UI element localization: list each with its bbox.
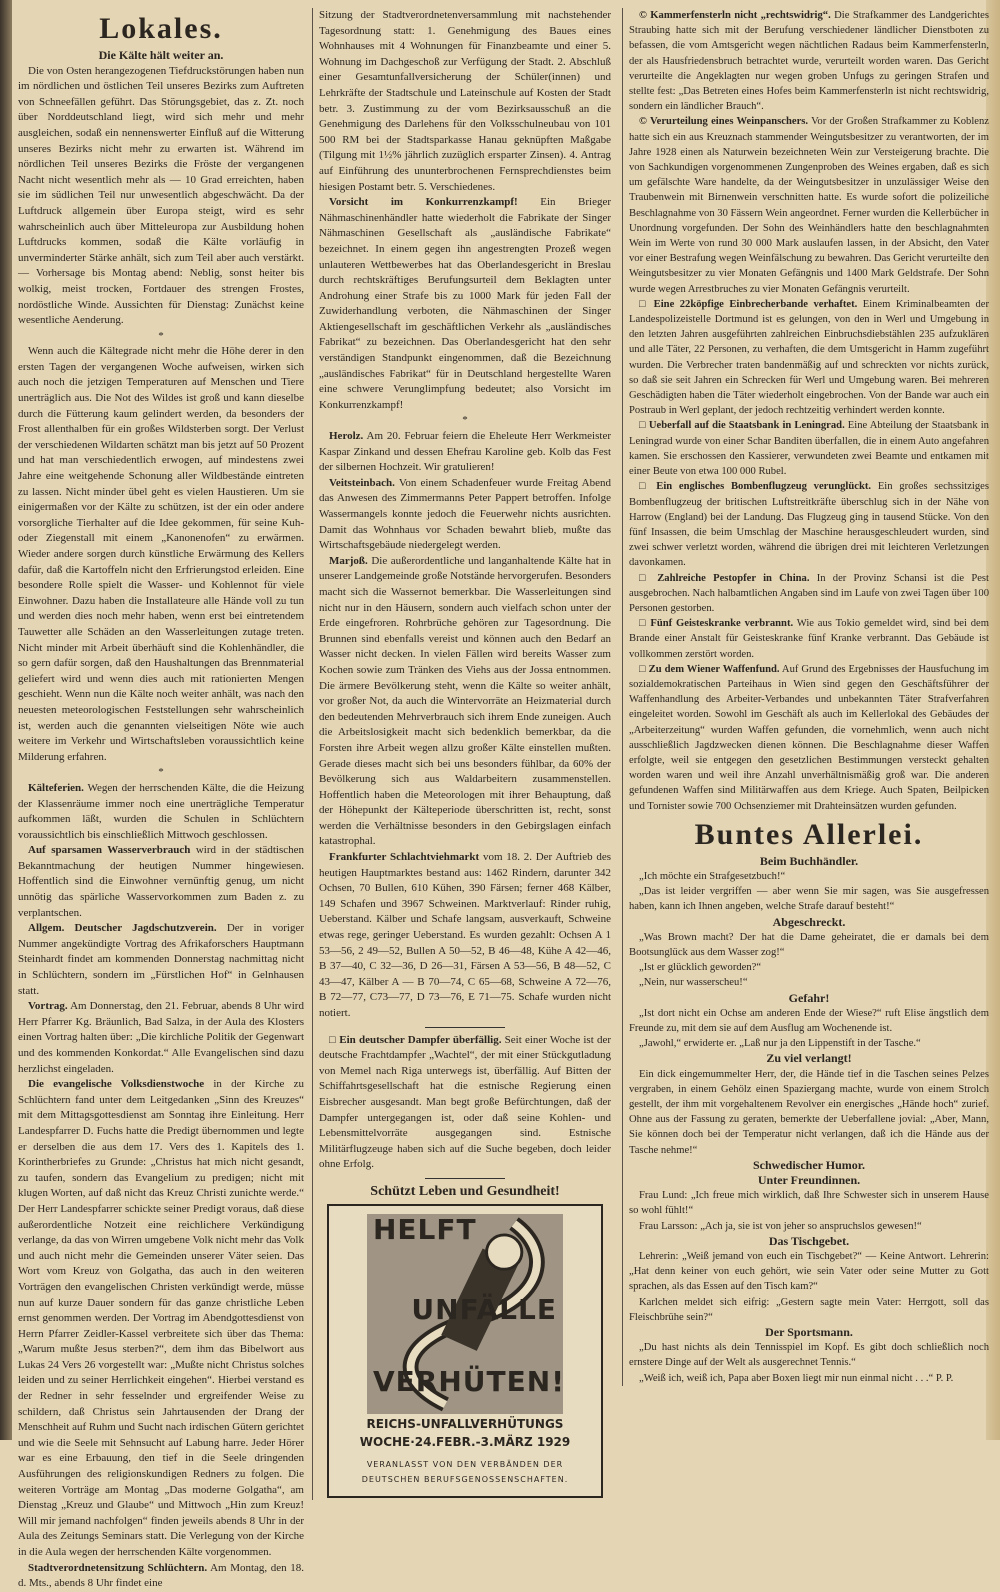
article-lead: □ Fünf Geisteskranke verbrannt. [639,618,794,630]
article-paragraph [319,476,611,554]
article-lead: □ Ein englisches Bombenflugzeug verunglückt. [639,481,872,493]
article-heading: Unter Freundinnen. [757,1173,861,1188]
article-lead: © Verurteilung eines Weinpanschers. [639,116,809,128]
article-heading: Beim Buchhändler. [759,853,859,868]
article-heading: Die Kälte hält weiter an. [98,48,224,62]
article-text: „Du hast nichts als dein Tennisspiel im Kopf. Es gibt doch schließlich noch ernstere Dinge auf der Welt als ausgerechnet Tennis.“ [629,1342,989,1369]
article-text: „Jawohl,“ erwiderte er. „Laß nur ja den Lippenstift in der Tasche.“ [639,1038,921,1050]
article-paragraph [629,1340,989,1370]
article-paragraph [18,1561,304,1592]
article-lead: Marjoß. [329,554,368,567]
column-3 [622,8,989,1386]
article-paragraph [18,1077,304,1560]
poster-word-helft: HELFT [373,1212,477,1246]
article-paragraph [629,1006,989,1036]
article-text: Vor der Großen Strafkammer zu Koblenz hatte sich ein aus Kreuznach stammender Weingutsbesitzer zu verantworten, der im Jahre 1928 einen als Naturwein bezeichneten Wein zur Versteigerung brachte. Die von Sachkundigen vorgenommenen Zungenproben des Weines ergaben, daß es sich um gefälschte Ware handelte, da der Weingutsbesitzer in unzulässiger Weise den Traubenwein mit Birnenwein verschnitten hatte. Es wurde sofort die polizeiliche Beschlagnahme von 30 Fässern Wein angeordnet. Ferner wurden die Kellerbücher in Unordnung vorgefunden. Der Sohn des Weinhändlers hatte den beschlagnahmten Wein im Werte von rund 30 000 Mark auslaufen lassen, in der Absicht, den Vater vor einer Bestrafung wegen Weinfälschung zu bewahren. Das Gericht verurteilte den Weingutsbesitzer zu vier Monaten Gefängnis und 1400 Mark Geldstrafe. Der Sohn wurde wegen Arrestbruches zu vier Monaten Gefängnis verurteilt. [629,116,989,295]
article-text: Eine Abteilung der Staatsbank in Leningrad wurde von einer Schar Banditen überfallen, die in einem Auto angefahren kamen. Sie erschossen den Kassierer, verwundeten zwei Beamte und entkamen mit einer Beute von etwa 100 000 Rubel. [629,420,989,478]
article-lead: Die evangelische Volksdienstwoche [28,1078,205,1091]
article-paragraph [629,1371,989,1386]
article-paragraph [18,344,304,765]
article-text: Ein Brieger Nähmaschinenhändler hatte wiederholt die Fabrikate der Singer Nähmaschinen Gesellschaft als „ausländische Fabrikate“ bezeichnet. In einem gegen ihn angestrengten Prozeß wegen unlauteren Wettbewerbes hat das Oberlandesgericht in Breslau durch rechtskräftiges Berufungsurteil dem Beklagten unter Androhung einer Strafe bis zu 1000 Mark für jeden Fall der Zuwiderhandlung verboten, die Nähmaschinen der Singer Aktiengesellschaft im geschäftlichen Verkehr als „ausländisches Fabrikat“ zu bezeichnen. Das Oberlandesgericht hat den sehr verständigen Standpunkt eingenommen, daß die Bezeichnung „ausländisches Fabrikat“ für in Deutschland hergestellte Waren eine schwere Verunglimpfung bedeutet; also Vorsicht im Konkurrenzkampf! [319,196,612,411]
article-text: In der Provinz Schansi ist die Pest ausgebrochen. Nach halbamtlichen Angaben sind im Laufe von zwei Tagen über 100 Personen gestorben. [629,572,989,614]
article-text: in der Kirche zu Schlüchtern fand unter dem Leitgedanken „Sinn des Kreuzes“ mit dem Mittagsgottesdienst am Sonntag ihre Einleitung. Herr Landespfarrer D. Fuchs hatte die Predigt übernommen und legte er derselben die aus dem 17. Vers des 1. Kapitels des 1. Korintherbriefes zu Grunde: „Christus hat mich nicht gesandt, zu taufen, sondern das Evangelium zu predigen; nicht mit klugen Worten, auf daß nicht das Kreuz Christi zunichte werde.“ Der Herr Landespfarrer schickte seiner Predigt voraus, daß diese außerordentliche Notzeit eine reichlichere Verkündigung verlange, da das von Wirren umgebene Volk nicht mehr das Volk und auch nicht mehr die Gemeinden unserer Väter seien. Das Wort vom Kreuz von Golgatha, das auch in den weiteren Vorträgen den evangelischen Christen verkündigt werde, müsse nun auf kurze Dauer sondern für das ganze christliche Leben ernst genommen werden. Der Vortrag im Abendgottesdienst von Herrn Pfarrer Zeidler-Kassel verbreitete sich über das Thema: „Warum mußte Jesus sterben?“, dem ihm das Bibelwort aus Lukas 24 Vers 26 vorgestellt war: „Mußte nicht Christus solches leiden und zu seiner Herrlichkeit eingehen“. Hierbei verstand es der Redner in sehr fesselnder und ergreifender Weise zu schildern, daß Christus sein Jahrtausenden der Drang der Menschheit auf Ruhm und Sucht nach irdischen Gütern gerichtet und wie die Seele mit Sehnsucht auf Labung harre. Jeder Hörer war es eine Erbauung, den tief in die Seele dringenden Ausführungen des religionskundigen Redners zu folgen. Die weiteren Vorträge am Montag „Das moderne Golgatha“, am Dienstag „Kreuz und Glaube“ und Mittwoch „Hin zum Kreuz! Will mir jemand nachfolgen“ finden jeweils abends 8 Uhr in der Aula des Zeitungs Seminars statt. Die Verlegung von der Kirche in die Aula wegen der herrschenden Kälte vorgenommen. [18,1078,304,1558]
article-paragraph [319,1033,611,1173]
article-paragraph [18,999,304,1077]
article-text: Die Strafkammer des Landgerichtes Straubing hatte sich mit der Berufung verschiedener ländlicher Dienstboten zu befassen, die vom Amtsgericht wegen nächtlichen Radaus beim Kammerfensterln, der als Hausfriedensbruch betrachtet wurde, verurteilt worden waren. Das Gericht verurteilte die Angeklagten nur wegen groben Unfugs zu geringen Strafen und stellte fest: „Das Betreten eines Hofes beim Kammerfensterln ist nicht rechtswidrig, sondern ein ländlicher Brauch“. [629,10,990,113]
article-lead: □ Ueberfall auf die Staatsbank in Leningrad. [639,420,845,432]
article-lead: © Kammerfensterln nicht „rechtswidrig“. [639,10,831,21]
article-text: Von einem Schadenfeuer wurde Freitag Abend das Anwesen des Zimmermanns Peter Pappert betroffen. Infolge Wassermangels konnte jedoch die Feuerwehr nichts ausrichten. Damit das Wohnhaus vor Schaden bewahrt blieb, mußte das Wirtschaftsgebäude niedergelegt werden. [319,476,611,552]
article-paragraph [18,781,304,843]
article-lead: □ Ein deutscher Dampfer überfällig. [329,1033,502,1046]
ad-poster-frame [327,1204,603,1498]
article-paragraph [629,884,989,914]
article-text: Ein dick eingemummelter Herr, der, die Hände tief in die Taschen seines Pelzes vergraben, in einem Gehölz einen Spaziergang machte, wurde von einem Strolch gestellt, der ihm mit vorgehaltenem Revolver ein energisches „Hände hoch“ zurief. Ohne aus der Fassung zu geraten, bemerkte der Ueberfallene jovial: „Aber, Mann, Sie können doch bei der Temperatur nicht verlangen, daß ich die Hände aus der Tasche nehme!“ [629,1068,989,1156]
article-text: Wegen der herrschenden Kälte, die die Heizung der Klassenräume immer noch eine unerträgliche Temperatur aufkommen läßt, wurden die Schulen in Schlüchtern voraussichtlich bis einschließlich Mittwoch geschlossen. [18,781,304,841]
article-paragraph [629,975,989,990]
article-paragraph [319,429,611,476]
article-lead: Veitsteinbach. [329,476,395,489]
article-text: Auf Grund des Ergebnisses der Hausfuchung im sozialdemokratischen Parteihaus in Wien sind gegen den Geschäftsführer der Waffenhandlung des Arbeiter-Verbandes und unbekannten Täter Strafverfahren eingeleitet worden. Sowohl im Geschäft als auch im Kellerlokal des Gebäudes der „Arbeiterzeitung“ wurden Waffen gefunden, die vornehmlich, wenn auch nicht ausschließlich Jagdzwecken dienen können. Die Beschlagnahme dieser Waffen erfolgte, weil sie entgegen den gesetzlichen Bestimmungen versteckt gehalten worden waren und weil ihre Anzahl unverhältnismäßig groß war. Die anderen gefundenen Waffen sind Militärwaffen aus dem Kriege. Auch Spaten, Beilpicken und Tornister sowie 700 Ochsenziemer mit Drahteinsätzen wurden gefunden. [629,663,989,812]
article-paragraph [629,960,989,975]
article-text: Wenn auch die Kältegrade nicht mehr die Höhe derer in den ersten Tagen der vergangenen Woche aufweisen, wirken sich auch noch die jetzigen Temperaturen auf Menschen und Tiere unerträglich aus. Die Not des Wildes ist groß und kann dieselbe durch die Fütterung kaum gelindert werden, da besonders der Frost allenthalben für ein großes Wildsterben sorgt. Der Verlust der verschiedenen Wildarten schätzt man bis jetzt auf 50 Prozent und hat man verschiedentlich erwogen, auf mindestens zwei Jahre eine weitgehende Schonung aller Wildbestände eintreten zu lassen. Nicht minder übel geht es vielen Haustieren. Um sie einigermaßen vor der Kälte zu schützen, ist der ein oder andere vorsorgliche Tierhalter auf die Idee gekommen, für seine Kuh- oder Ziegenstall mit einem „Kanonenofen“ zu erwärmen. Wieder andere sorgen durch künstliche Erwärmung des Kellers dafür, daß die Kartoffeln nicht den Erfrierungstod erleiden. Eine besondere Rolle spielt die Wasser- und Kohlennot für viele Einwohner. Dazu haben die Installateure alle Hände voll zu tun und werden dies noch mehr haben, wenn erst bei eintretendem Tauwetter alle Schäden an den Wasserleitungen zutage treten. Nicht minder mit Arbeit überhäuft sind die Kohlenhändler, die so gern dafür sorgen, daß den Haushaltungen das Brennmaterial geliefert wird und wenn dies auch mit rationierten Mengen geschieht. Wenn nun die Kälte noch weiter anhält, was nach den neuesten meteorologischen Feststellungen sehr wahrscheinlich ist, werden auch die genannten vielseitigen Nöte wie auch weitere im Verkehr und Wirtschaftsleben voraussichtlich keine Milderung erfahren. [18,345,304,763]
page-binding-edge [0,0,12,1440]
column-1 [18,8,304,1592]
article-text: Am Donnerstag, den 21. Februar, abends 8 Uhr wird Herr Pfarrer Kg. Bräunlich, Bad Salza, in der Aula des Klosters einen Vortrag halten über: „Die kirchliche Politik der Gegenwart und des kommenden Konkordat.“ Alle Evangelischen sind dazu herzlichst eingeladen. [18,1000,304,1075]
article-paragraph [629,1067,989,1158]
separator-asterisk: * [158,329,164,342]
separator-asterisk: * [462,414,468,427]
article-heading: Gefahr! [788,990,830,1005]
article-paragraph [629,869,989,884]
article-heading: Das Tischgebet. [768,1233,850,1248]
article-text: vom 18. 2. Der Auftrieb des heutigen Hauptmarktes bestand aus: 1462 Rindern, darunter 342 Ochsen, 70 Bullen, 610 Kühen, 390 Färsen; ferner 468 Kälber, 149 Schafen und 3967 Schweinen. Marktverlauf: Rinder ruhig, Ueberstand. Kälber und Schafe langsam, ausverkauft, Schweine etwas rege, geringer Ueberstand. Es wurden gezahlt: Ochsen A 1 53—56, 2 49—52, Bullen A 50—52, B 46—48, Kühe A 42—46, B 37—40, C 32—36, D 26—31, Färsen A 53—56, B 48—52, C 43—47, Kälber A — B 70—74, C 65—68, Schweine A 72—76, B 72—77, C73—77, D 73—76, E 71—75. Schafe wurden nicht notiert. [319,851,611,1019]
article-text: „Weiß ich, weiß ich, Papa aber Boxen liegt mir nun einmal nicht . . .“ P. P. [639,1372,954,1384]
column-2 [312,8,611,1500]
article-paragraph [629,662,989,814]
article-lead: Frankfurter Schlachtviehmarkt [329,851,480,864]
article-text: Frau Lund: „Ich freue mich wirklich, daß Ihre Schwester sich in unserem Hause so wohl fühlt!“ [629,1190,989,1217]
article-text: „Nein, nur wasserscheu!“ [639,977,748,989]
article-text: „Ich möchte ein Strafgesetzbuch!“ [639,870,786,882]
poster-word-unfaelle: UNFÄLLE [411,1292,557,1326]
article-lead: Stadtverordnetensitzung Schlüchtern. [28,1561,208,1574]
article-lead: □ Zahlreiche Pestopfer in China. [639,572,810,584]
article-text: Am 20. Februar feiern die Eheleute Herr Werkmeister Kaspar Zinkand und dessen Ehefrau Karoline geb. Kolb das Fest der silbernen Hochzeit. Wir gratulieren! [319,430,611,474]
section-title: Lokales. [99,12,223,45]
article-lead: □ Eine 22köpfige Einbrecherbande verhaftet. [639,298,858,310]
article-paragraph [629,1249,989,1295]
article-text: Seit einer Woche ist der deutsche Frachtdampfer „Wachtel“, der mit einer Stückgutladung von Memel nach Riga unterwegs ist, überfällig. Auf Bitten der Schiffahrtsgesellschaft hat die estnische Regierung einen Eisbrecher ausgesandt. Man begt große Befürchtungen, daß der Dampfer untergegangen ist, oder daß seine Kohlen- und Lebensmittelvorräte ausgegangen sind. Estnische Militärflugzeuge haben sich auf die Suche begeben, doch leider ohne Erfolg. [319,1033,611,1171]
article-text: wird in der städtischen Bekanntmachung der heutigen Nummer hingewiesen. Hoffentlich sind die Einwohner vernünftig genug, um nicht unnötig das spärliche Wasservorkommen zum Baden z. zu verplantschen. [18,844,304,919]
article-paragraph [629,930,989,960]
ad-campaign-title: REICHS-UNFALLVERHÜTUNGS [366,1416,564,1431]
article-text: „Ist dort nicht ein Ochse am anderen Ende der Wiese?“ ruft Elise ängstlich dem Freunde zu, mit dem sie auf dem Ausflug am Wochenende ist. [629,1007,989,1034]
poster-word-verhueten: VERHÜTEN! [373,1364,565,1398]
article-lead: Herolz. [329,430,364,443]
article-paragraph [629,1036,989,1051]
ad-campaign-dates: WOCHE·24.FEBR.-3.MÄRZ 1929 [359,1435,571,1450]
article-paragraph [18,64,304,329]
ad-sponsor-line-2: DEUTSCHEN BERUFSGENOSSENSCHAFTEN. [361,1475,569,1485]
article-text: „Das ist leider vergriffen — aber wenn Sie mir sagen, was Sie ausgefressen haben, kann ich Ihnen angeben, welche Strafe darauf besteht!“ [629,886,989,913]
article-paragraph [18,921,304,999]
article-text: Frau Larsson: „Ach ja, sie ist von jeher so anspruchslos gewesen!“ [639,1220,922,1232]
section-title: Buntes Allerlei. [694,817,924,851]
article-lead: Allgem. Deutscher Jagdschutzverein. [28,922,217,935]
article-text: Lehrerin: „Weiß jemand von euch ein Tischgebet?“ — Keine Antwort. Lehrerin: „Hat denn keiner von euch gehört, wie sein Vater oder seine Mutter zu Gott sprachen, als das Essen auf den Tisch kam?“ [629,1251,989,1293]
article-heading: Abgeschreckt. [772,914,846,929]
article-paragraph [319,195,611,413]
article-heading: Schwedischer Humor. [752,1157,865,1172]
article-lead: □ Zu dem Wiener Waffenfund. [639,663,780,675]
article-lead: Auf sparsamen Wasserverbrauch [28,844,191,857]
article-paragraph [18,843,304,921]
article-paragraph [629,1295,989,1325]
article-paragraph [629,297,989,419]
article-lead: Vortrag. [28,1000,68,1013]
article-text: Die von Osten herangezogenen Tiefdruckstörungen haben nun im nördlichen und östlichen Teil unseres Bezirks zum Auftreten von Schneefällen geführt. Das Störungsgebiet, das z. Zt. noch über Norddeutschland liegt, wird sich mehr und mehr ausgleichen, sodaß ein nennenswerter Einfluß auf die Witterung unseres Bezirks nicht mehr zu erwarten ist. Während im nördlichen Teil unseres Bezirks die Fröste der vergangenen Nacht nicht wesentlich mehr als — 10 Grad erreichten, haben sie im südlichen Teil nur unwesentlich abgeschwächt. Da der Luftdruck allgemein über Europa steigt, wird es sehr wahrscheinlich auch über Mitteleuropa zur Ausbildung hohen Luftdrucks kommen, sodaß die Kälte vorläufig in unverminderter Stärke anhält, sich zum Teil aber auch verstärkt. — Vorhersage bis Montag abend: Neblig, sonst heiter bis wolkig, meist trocken, Fortdauer des strengen Frostes, nordöstliche Winde. Aussichten für Dienstag: Zunächst keine wesentliche Aenderung. [18,64,304,327]
article-text: Einem Kriminalbeamten der Landespolizeistelle Dortmund ist es gelungen, von den in Werl und Umgebung in den letzten Jahren ausgeführten zahlreichen Einbruchsdiebstählen 235 aufzuklären und alle Täter, 22 Personen, zu verhaften, die dem Umtsgericht in Hamm zugeführt wurden. Die Verbrecher traten bandenmäßig auf und schreckten vor nichts zurück, so daß sie seit Jahren ein Schrecken für Werl und Umgebung waren. Bei mehreren Geschädigten haben die Täter wiederholt eingebrochen. Von der Bande war auch ein Postraub in Werl geplant, der jedoch rechtzeitig verhindert werden konnte. [629,298,989,417]
article-text: „Ist er glücklich geworden?“ [639,962,762,974]
article-paragraph [629,616,989,662]
article-heading: Der Sportsmann. [765,1325,853,1340]
article-paragraph [629,1188,989,1218]
divider-rule [425,1178,505,1179]
advertisement [319,1184,611,1498]
article-text: „Was Brown macht? Der hat die Dame geheiratet, die er damals bei dem Bootsunglück aus dem Wasser zog!“ [629,931,989,958]
article-text: Die außerordentliche und langanhaltende Kälte hat in unserer Landgemeinde große Notstände hervorgerufen. Besonders macht sich die Wassernot bemerkbar. Die Wasserleitungen sind nicht nur in den Häusern, sondern auch vielfach schon unter der Erde eingefroren. Rohrbrüche gehören zur Tagesordnung. Die Brunnen sind ebenfalls vereist und können auch den Bedarf an Wasser nicht decken. In vielen Fällen wird bereits Wasser zum Kochen sowie zum Tränken des Viehs aus der Jossa entnommen. Die ärmere Bevölkerung steht, wenn die Kälte so weiter anhält, vor großer Not, da auch die Wintervorräte an Heizmaterial durch den bedeutenden Mehrverbrauch sich ihrem Ende zuneigen. Auch die Arbeitslosigkeit macht sich bedenklich bemerkbar, da die Forsten ihre Arbeit wegen allzu großer Kälte einstellen mußten. Gerade dieses macht sich bei uns besonders fühlbar, da 60% der Bevölkerung sich aus Waldarbeitern zusammenstellen. Hoffentlich haben die Meteorologen mit ihrer Behauptung, daß der Höhepunkt der Kälteperiode überschritten ist, recht, sonst werden die Verhältnisse besonders in den Gebirgslagen einfach katastrophal. [319,554,612,848]
article-text: Der in voriger Nummer angekündigte Vortrag des Afrikaforschers Hauptmann Steinhardt findet am kommenden Donnerstag nachmittag nicht in Schlüchtern, sondern im „Fürstlichen Hof“ in Gelnhausen statt. [18,922,304,997]
article-paragraph [319,8,611,195]
article-heading: Zu viel verlangt! [766,1051,852,1066]
article-text: Wie aus Tokio gemeldet wird, sind bei dem Brande einer Anstalt für Geisteskranke fünf Kranke verbrannt. Das Gebäude ist vollkommen zerstört worden. [629,618,989,660]
article-paragraph [629,571,989,617]
separator-asterisk: * [158,766,164,779]
article-lead: Kälteferien. [28,781,84,794]
article-paragraph [629,418,989,479]
article-paragraph [629,479,989,570]
article-paragraph [629,114,989,296]
article-text: Ein großes sechssitziges Bombenflugzeug der britischen Luftstreitkräfte überschlug sich in der Nähe von Harrow (England) bei der Landung. Das Flugzeug ging in tausend Stücke. Von den fünf Insassen, die beim Umschlag der Maschine herausgeschleudert wurden, sind zwei schwer verletzt worden, während die übrigen drei mit leichteren Verletzungen davonkamen. [629,481,989,569]
ad-sponsor-line-1: VERANLASST VON DEN VERBÄNDEN DER [366,1459,564,1469]
article-lead: Vorsicht im Konkurrenzkampf! [329,196,518,209]
article-text: Sitzung der Stadtverordnetenversammlung mit nachstehender Tagesordnung statt: 1. Genehmigung des Baues eines Wohnhauses mit 4 Wohnungen für Finanzbeamte und einer 5. Wohnung im Dachgeschoß zur Verfügung der Stadt. 2. Abschluß einer Gesamtunfallversicherung der Schüler(innen) und Lehrkräfte der Stadtschule und Lateinschule auf Kosten der Stadt betr. 3. Zustimmung zu der vom Bezirksausschuß an die Genehmigung des Darlehens für den Volksschulneubau von 101 500 RM bei der Stadtsparkasse Hanau geknüpften Maßgabe (Tilgung mit 1½% jährlich zuzüglich ersparter Zinsen). 4. Antrag auf Einführung des ununterbrochenen Fernsprechdienstes beim hiesigen Postamt betr. 5. Verschiedenes. [319,9,611,193]
article-paragraph [629,8,989,114]
article-text: Am Montag, den 18. d. Mts., abends 8 Uhr findet eine [18,1561,304,1590]
snake-fist-illustration [367,1214,563,1414]
ad-headline: Schützt Leben und Gesundheit! [370,1183,560,1199]
article-paragraph [629,1219,989,1234]
article-paragraph [319,850,611,1022]
article-text: Karlchen meldet sich eifrig: „Gestern sagte mein Vater: Herrgott, soll das Fleischbrühe sein?“ [629,1296,989,1323]
divider-rule [425,1027,505,1028]
article-paragraph [319,554,611,850]
